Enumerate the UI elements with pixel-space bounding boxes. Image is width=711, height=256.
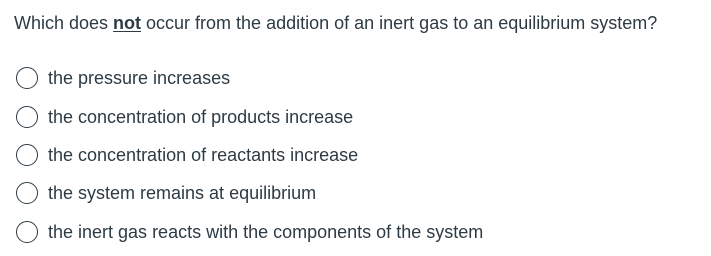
question-text [14, 10, 657, 36]
radio-button-4[interactable] [16, 182, 38, 204]
radio-button-3[interactable] [16, 144, 38, 166]
answer-label-3: the concentration of reactants increase [48, 144, 359, 165]
answer-label-2: the concentration of products increase [48, 106, 354, 127]
answer-option-4[interactable] [16, 174, 483, 212]
answer-option-5[interactable] [16, 213, 483, 251]
question-emphasis: not [113, 13, 142, 33]
answer-option-2[interactable] [16, 97, 483, 135]
answer-label-4: the system remains at equilibrium [48, 183, 317, 204]
answer-label-5: the inert gas reacts with the components of the system [48, 221, 484, 242]
answer-option-3[interactable] [16, 136, 483, 174]
answer-option-1[interactable] [16, 59, 483, 97]
question-text-start: Which does [14, 13, 114, 33]
radio-button-5[interactable] [16, 221, 38, 243]
radio-button-1[interactable] [16, 67, 38, 89]
radio-button-2[interactable] [16, 106, 38, 128]
answer-label-1: the pressure increases [48, 68, 231, 89]
answer-options [16, 59, 483, 251]
question-text-end: occur from the addition of an inert gas to an equilibrium system? [141, 13, 658, 33]
